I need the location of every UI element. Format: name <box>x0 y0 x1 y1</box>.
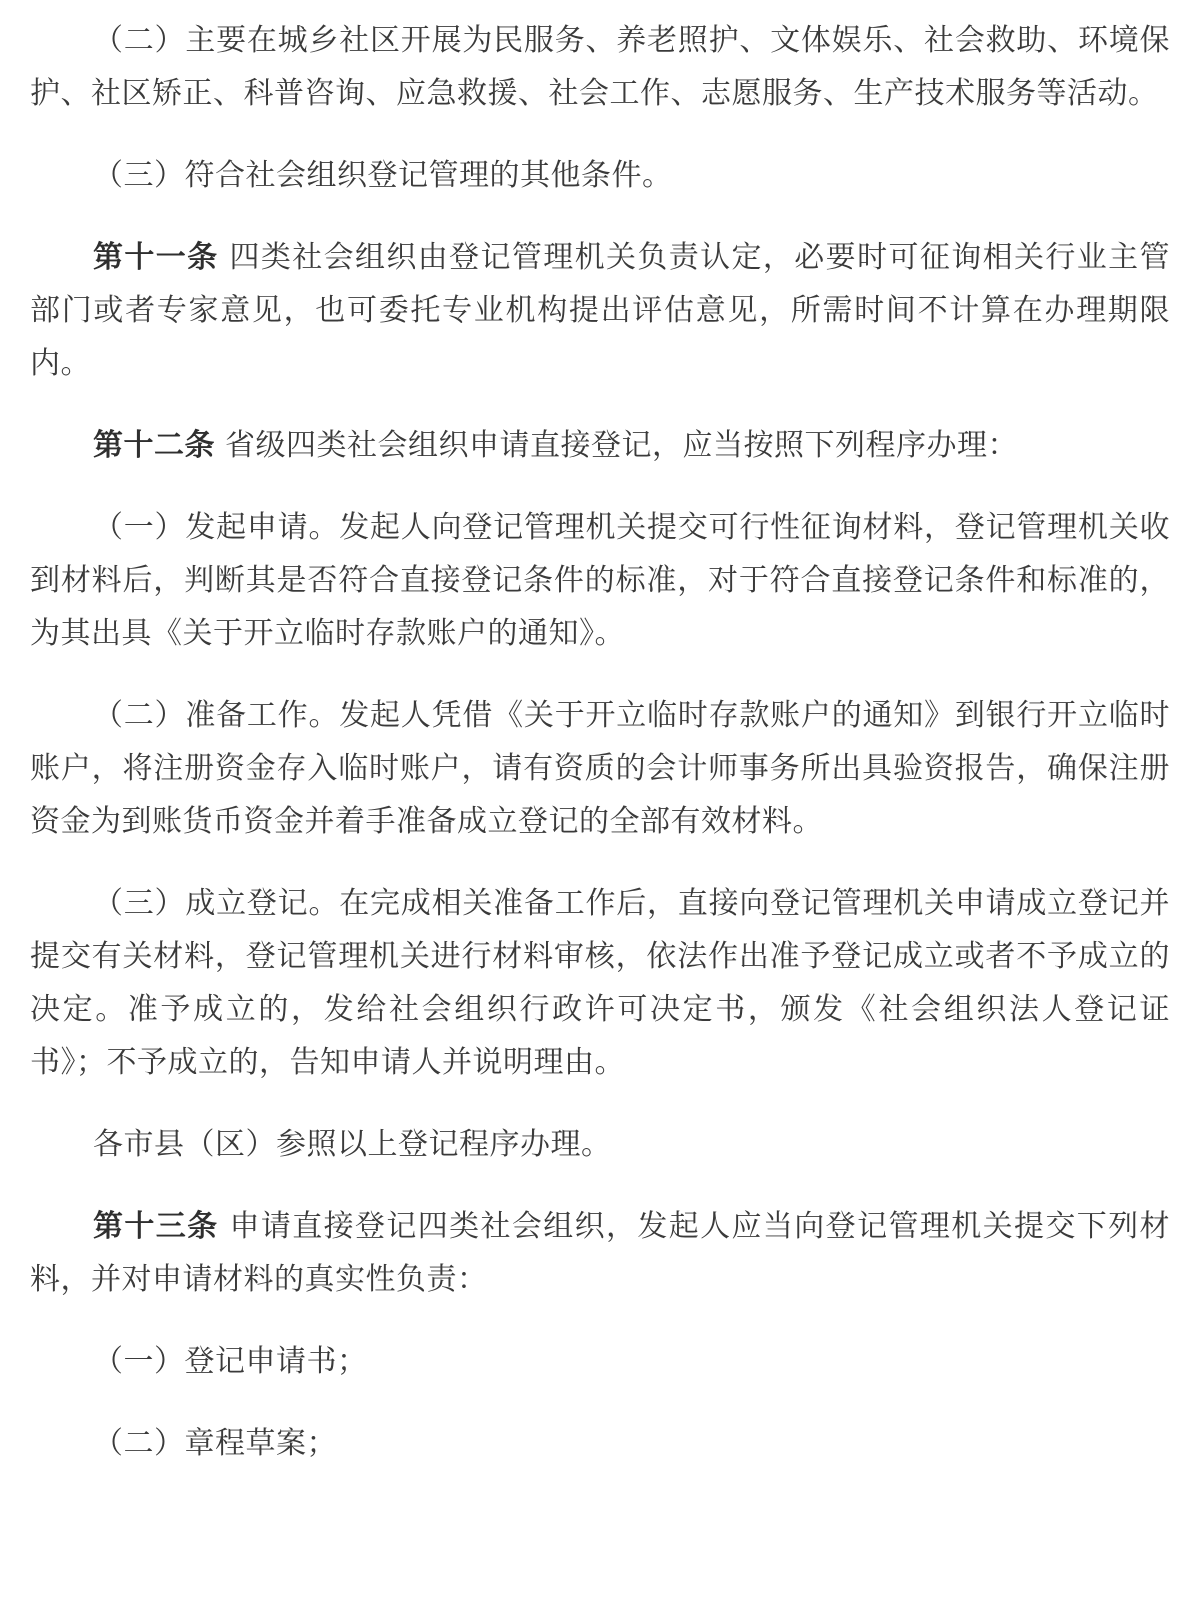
paragraph-text: （二）章程草案； <box>93 1426 337 1461</box>
paragraph-text: 各市县（区）参照以上登记程序办理。 <box>93 1127 612 1162</box>
paragraph-text: （三）成立登记。在完成相关准备工作后，直接向登记管理机关申请成立登记并提交有关材料，登记管理机关进行材料审核，依法作出准予登记成立或者不予成立的决定。准予成立的，发给社会组织行政许可决定书，颁发《社会组织法人登记证书》；不予成立的，告知申请人并说明理由。 <box>30 886 1170 1080</box>
county-reference-note <box>30 1118 1170 1171</box>
procedure-step-1 <box>30 501 1170 660</box>
paragraph-text: （二）准备工作。发起人凭借《关于开立临时存款账户的通知》到银行开立临时账户，将注册资金存入临时账户，请有资质的会计师事务所出具验资报告，确保注册资金为到账货币资金并着手准备成立登记的全部有效材料。 <box>30 698 1170 839</box>
paragraph-text: 省级四类社会组织申请直接登记，应当按照下列程序办理： <box>215 428 1019 463</box>
paragraph-text: 申请直接登记四类社会组织，发起人应当向登记管理机关提交下列材料，并对申请材料的真实性负责： <box>30 1209 1170 1297</box>
article-11 <box>30 231 1170 390</box>
article-13 <box>30 1200 1170 1306</box>
paragraph-text: （一）发起申请。发起人向登记管理机关提交可行性征询材料，登记管理机关收到材料后，判断其是否符合直接登记条件的标准，对于符合直接登记条件和标准的，为其出具《关于开立临时存款账户的通知》。 <box>30 510 1170 651</box>
paragraph-text: （三）符合社会组织登记管理的其他条件。 <box>93 158 673 193</box>
paragraph-item-2-activities <box>30 14 1170 120</box>
material-item-2 <box>30 1417 1170 1470</box>
paragraph-text: 四类社会组织由登记管理机关负责认定，必要时可征询相关行业主管部门或者专家意见，也可委托专业机构提出评估意见，所需时间不计算在办理期限内。 <box>30 240 1170 381</box>
article-label: 第十一条 <box>93 240 219 275</box>
article-12 <box>30 419 1170 472</box>
article-label: 第十二条 <box>93 428 215 463</box>
material-item-1 <box>30 1335 1170 1388</box>
procedure-step-2 <box>30 689 1170 848</box>
article-label: 第十三条 <box>93 1209 219 1244</box>
paragraph-text: （一）登记申请书； <box>93 1344 368 1379</box>
paragraph-text: （二）主要在城乡社区开展为民服务、养老照护、文体娱乐、社会救助、环境保护、社区矫正、科普咨询、应急救援、社会工作、志愿服务、生产技术服务等活动。 <box>30 23 1170 111</box>
paragraph-item-3-other-conditions <box>30 149 1170 202</box>
procedure-step-3 <box>30 877 1170 1089</box>
